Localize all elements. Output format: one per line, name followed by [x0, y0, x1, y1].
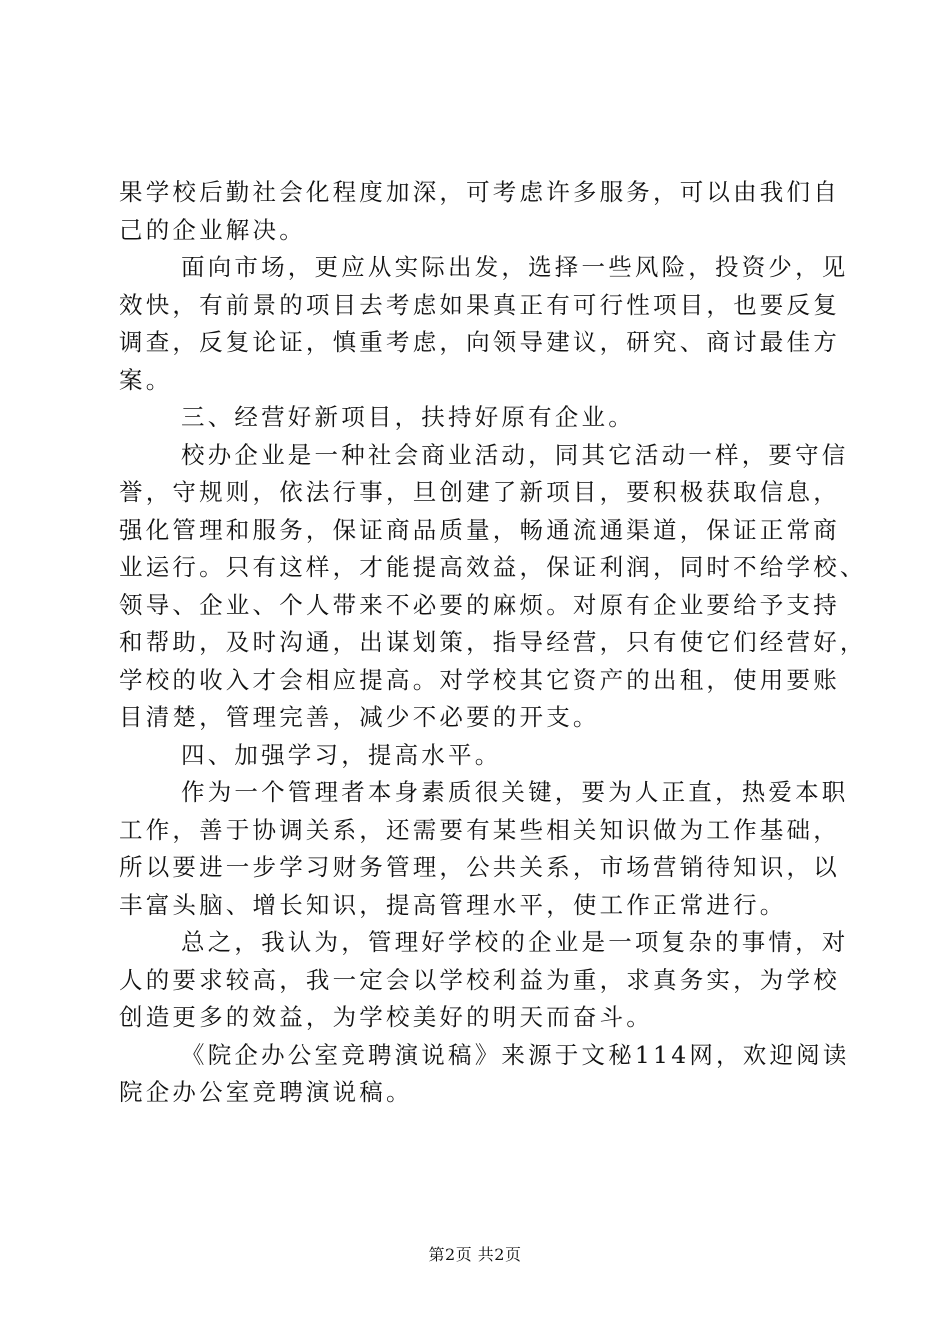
- text-line: 学校的收入才会相应提高。对学校其它资产的出租，使用要账: [119, 665, 840, 694]
- text-line: 领导、企业、个人带来不必要的麻烦。对原有企业要给予支持: [119, 590, 840, 619]
- paragraph-start-line: 总之，我认为，管理好学校的企业是一项复杂的事情，对: [181, 928, 849, 956]
- paragraph-start-line: 面向市场，更应从实际出发，选择一些风险，投资少，见: [181, 253, 849, 281]
- section-heading: 四、加强学习，提高水平。: [181, 740, 502, 769]
- text-line: 案。: [119, 365, 173, 394]
- text-line: 果学校后勤社会化程度加深，可考虑许多服务，可以由我们自: [119, 178, 840, 206]
- text-line: 己的企业解决。: [119, 215, 306, 244]
- page-footer: [0, 1245, 950, 1265]
- text-line: 效快，有前景的项目去考虑如果真正有可行性项目，也要反复: [119, 290, 840, 319]
- paragraph-start-line: 校办企业是一种社会商业活动，同其它活动一样，要守信: [181, 440, 849, 469]
- text-line: 目清楚，管理完善，减少不必要的开支。: [119, 703, 600, 731]
- paragraph-start-line: 作为一个管理者本身素质很关键，要为人正直，热爱本职: [181, 778, 849, 806]
- paragraph-start-line: 《院企办公室竞聘演说稿》来源于文秘114网，欢迎阅读: [181, 1040, 850, 1069]
- text-line: 院企办公室竞聘演说稿。: [119, 1078, 413, 1106]
- text-line: 调查，反复论证，慎重考虑，向领导建议，研究、商讨最佳方: [119, 328, 840, 356]
- document-body: [119, 174, 867, 1112]
- section-heading: 三、经营好新项目，扶持好原有企业。: [181, 403, 635, 431]
- text-line: 业运行。只有这样，才能提高效益，保证利润，同时不给学校、: [119, 553, 867, 581]
- text-line: 人的要求较高，我一定会以学校利益为重，求真务实，为学校: [119, 965, 840, 994]
- text-line: 所以要进一步学习财务管理，公共关系，市场营销待知识，以: [119, 853, 840, 881]
- text-line: 誉，守规则，依法行事，旦创建了新项目，要积极获取信息，: [119, 478, 840, 506]
- page-number-label: 第2页 共2页: [428, 1245, 522, 1264]
- text-line: 和帮助，及时沟通，出谋划策，指导经营，只有使它们经营好，: [119, 628, 867, 656]
- text-line: 强化管理和服务，保证商品质量，畅通流通渠道，保证正常商: [119, 515, 840, 544]
- text-line: 创造更多的效益，为学校美好的明天而奋斗。: [119, 1003, 653, 1031]
- text-line: 工作，善于协调关系，还需要有某些相关知识做为工作基础，: [119, 815, 840, 844]
- text-line: 丰富头脑、增长知识，提高管理水平，使工作正常进行。: [119, 890, 787, 919]
